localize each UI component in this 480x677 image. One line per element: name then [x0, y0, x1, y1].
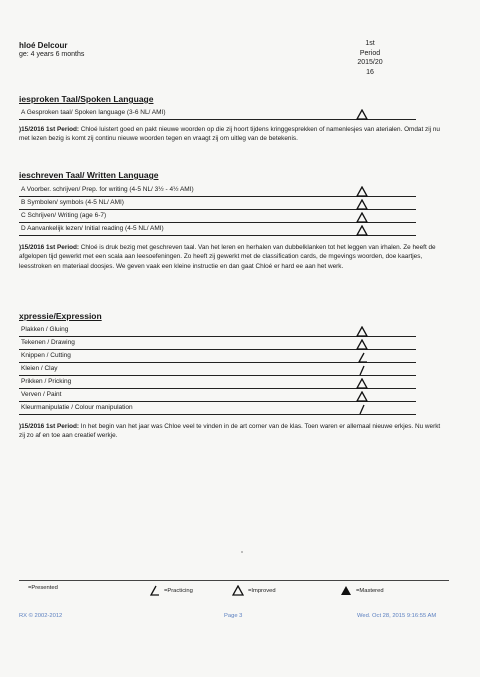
- legend-improved: [232, 585, 276, 596]
- section-title-expression: xpressie/Expression: [19, 311, 102, 321]
- table-row: [19, 364, 416, 376]
- row-label: D Aanvankelijk lezen/ Initial reading (4-5 NL/ AMI): [21, 225, 164, 232]
- slash-presented-icon: [356, 402, 368, 413]
- note-prefix: )15/2016 1st Period:: [19, 423, 80, 430]
- table-row: [19, 224, 416, 236]
- footer-copyright: RX © 2002-2012: [19, 613, 63, 619]
- note-text: Chloé is druk bezig met geschreven taal. Van het leren en herhalen van dubbelklanken tot het leggen van irhalen. Ze heeft de afgelopen tijd gewerkt met een scala aan leesoefeningen. Zo heeft zij gewerkt met de classification cards, de mgevings woorden, doe kaartjes, leesstroken en materiaal doosjes. We geven vaak een kleine instructie en dan gaat Chloé er hard ee aan het werk.: [19, 244, 436, 270]
- scan-speck: [241, 551, 243, 553]
- student-name: hloé Delcour: [19, 41, 68, 50]
- note-prefix: )15/2016 1st Period:: [19, 126, 80, 133]
- period-line-3: 2015/20: [357, 59, 383, 67]
- slash-presented-icon: [356, 363, 368, 374]
- row-label: Kleurmanipulatie / Colour manipulation: [21, 404, 133, 411]
- triangle-outline-icon: [356, 210, 368, 221]
- row-label: A Gesproken taal/ Spoken language (3-6 NL/ AMI): [21, 109, 166, 116]
- triangle-outline-icon: [356, 337, 368, 348]
- section-title-spoken: iesproken Taal/Spoken Language: [19, 94, 154, 104]
- table-row: [19, 403, 416, 415]
- triangle-outline-icon: [356, 376, 368, 387]
- note-prefix: )15/2016 1st Period:: [19, 244, 80, 251]
- row-label: Knippen / Cutting: [21, 352, 71, 359]
- triangle-outline-icon: [356, 197, 368, 208]
- note-text: Chloé luistert goed en pakt nieuwe woorden op die zij hoort tijdens kringgesprekken of namenlesjes van aterialen. Omdat zij nu met lezen bezig is komt zij continu nieuwe woorden tegen en vraagt zij om uitleg van de betekenis.: [19, 126, 440, 143]
- written-note: [19, 243, 444, 271]
- angle-practicing-icon: [356, 350, 368, 361]
- row-label: Tekenen / Drawing: [21, 339, 75, 346]
- period-line-1: 1st: [365, 40, 375, 47]
- table-row: [19, 211, 416, 223]
- period-info: [330, 39, 410, 77]
- student-age: ge: 4 years 6 months: [19, 51, 85, 58]
- triangle-outline-icon: [356, 184, 368, 195]
- row-label: Kleien / Clay: [21, 365, 58, 372]
- table-row: [19, 325, 416, 337]
- table-row: [19, 108, 416, 120]
- legend-practicing-label: =Practicing: [164, 587, 193, 594]
- table-row: [19, 185, 416, 197]
- spoken-note: [19, 125, 444, 144]
- legend-mastered: [340, 585, 384, 596]
- footer-timestamp: Wed. Oct 28, 2015 9:16:55 AM: [357, 613, 437, 619]
- triangle-outline-icon: [232, 585, 244, 596]
- table-row: [19, 198, 416, 210]
- table-row: [19, 338, 416, 350]
- legend-improved-label: =Improved: [248, 587, 276, 594]
- table-row: [19, 377, 416, 389]
- legend-mastered-label: =Mastered: [356, 587, 384, 594]
- section-title-written: ieschreven Taal/ Written Language: [19, 170, 159, 180]
- legend-practicing: [148, 585, 193, 596]
- triangle-outline-icon: [356, 223, 368, 234]
- footer-page-number: Page 3: [224, 613, 243, 619]
- row-label: A Voorber. schrijven/ Prep. for writing (4-5 NL/ 3½ - 4½ AMI): [21, 186, 194, 193]
- period-line-4: 16: [366, 68, 374, 76]
- table-row: [19, 390, 416, 402]
- table-row: [19, 351, 416, 363]
- note-text: In het begin van het jaar was Chloe veel te vinden in de art corner van de klas. Toen waren er allemaal nieuwe erkjes. Nu werkt zij zo af en toe aan creatief werkje.: [19, 423, 441, 440]
- row-label: Plakken / Gluing: [21, 326, 69, 333]
- row-label: Verven / Paint: [21, 391, 62, 398]
- row-label: B Symbolen/ symbols (4-5 NL/ AMI): [21, 199, 124, 206]
- angle-practicing-icon: [148, 585, 160, 596]
- legend-presented: [28, 585, 58, 591]
- row-label: C Schrijven/ Writing (age 6-7): [21, 212, 107, 219]
- period-line-2: Period: [359, 49, 381, 57]
- triangle-outline-icon: [356, 107, 368, 118]
- expression-note: [19, 422, 444, 441]
- legend-presented-label: =Presented: [28, 585, 58, 591]
- row-label: Prikken / Pricking: [21, 378, 72, 385]
- triangle-outline-icon: [356, 324, 368, 335]
- triangle-outline-icon: [356, 389, 368, 400]
- legend-divider: [19, 580, 449, 581]
- triangle-filled-icon: [340, 585, 352, 596]
